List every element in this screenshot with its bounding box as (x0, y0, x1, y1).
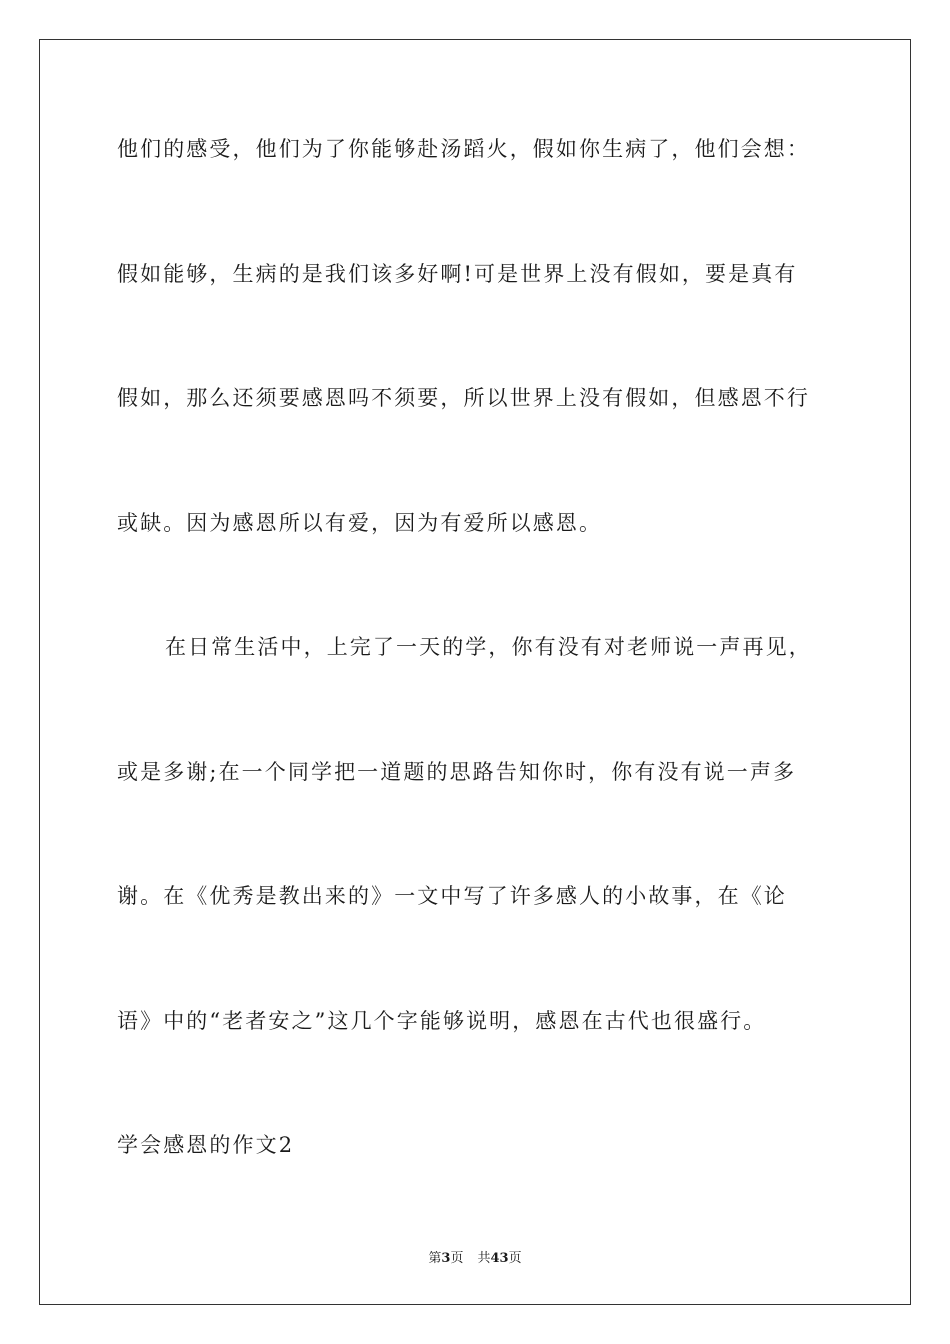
body-line-7: 谢。在《优秀是教出来的》一文中写了许多感人的小故事，在《论 (117, 884, 787, 908)
page-footer (0, 1247, 950, 1266)
total-pages: 43 (490, 1251, 509, 1266)
total-prefix: 共 (477, 1251, 491, 1266)
page-border (39, 39, 911, 1305)
page-number: 3 (441, 1251, 451, 1266)
page-suffix: 页 (450, 1251, 464, 1266)
page-prefix: 第 (428, 1251, 442, 1266)
body-line-8: 语》中的“老者安之”这几个字能够说明，感恩在古代也很盛行。 (117, 1009, 767, 1033)
total-suffix: 页 (508, 1251, 522, 1266)
body-line-1: 他们的感受，他们为了你能够赴汤蹈火，假如你生病了，他们会想： (117, 137, 810, 161)
body-line-3: 假如，那么还须要感恩吗不须要，所以世界上没有假如，但感恩不行 (117, 386, 810, 410)
section-heading: 学会感恩的作文2 (117, 1133, 295, 1157)
body-line-4: 或缺。因为感恩所以有爱，因为有爱所以感恩。 (117, 511, 603, 535)
body-line-5: 在日常生活中，上完了一天的学，你有没有对老师说一声再见， (165, 635, 812, 659)
body-line-2: 假如能够，生病的是我们该多好啊!可是世界上没有假如，要是真有 (117, 262, 798, 286)
body-line-6: 或是多谢;在一个同学把一道题的思路告知你时，你有没有说一声多 (117, 760, 797, 784)
